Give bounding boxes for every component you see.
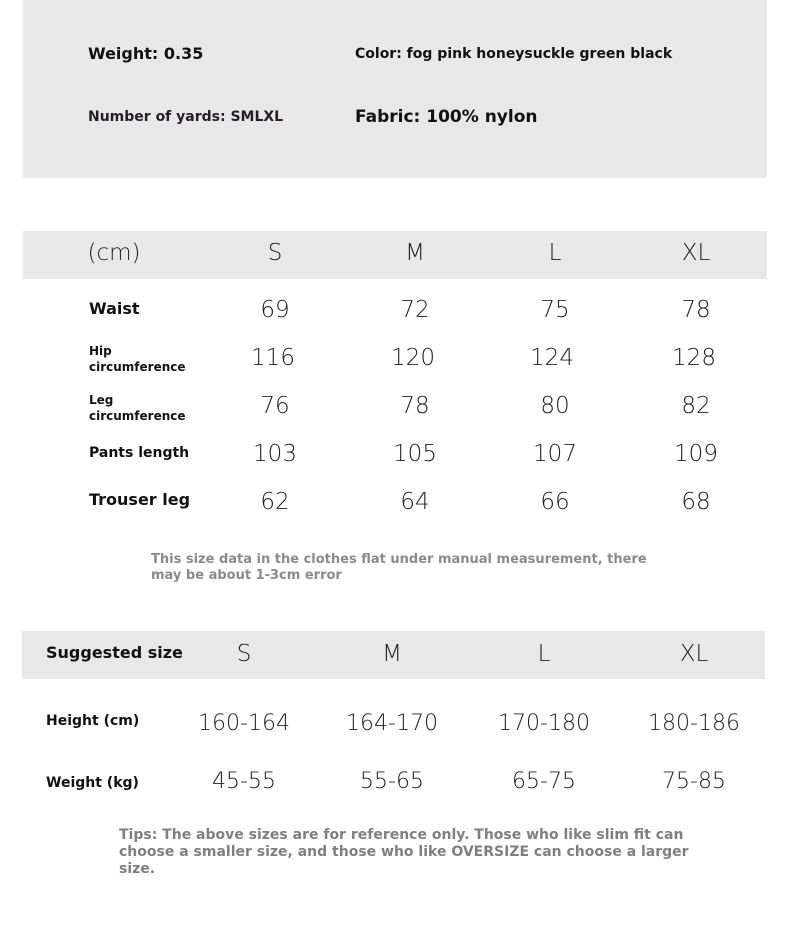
fabric-info: Fabric: 100% nylon (355, 107, 538, 127)
table-cell: 78 (681, 297, 711, 323)
row-label-trouser-leg: Trouser leg (89, 490, 191, 509)
suggest-size-header-xl: XL (679, 641, 709, 667)
table-cell: 180-186 (648, 711, 740, 736)
size-tips: Tips: The above sizes are for reference only. Those who like slim fit can choose a smaller size, and those who like OVERSIZE can choose a larger size. (119, 827, 689, 877)
table-cell: 124 (530, 345, 574, 371)
unit-header: (cm) (87, 240, 141, 266)
table-cell: 164-170 (346, 711, 438, 736)
row-label-line: circumference (89, 409, 186, 423)
table-cell: 75 (540, 297, 570, 323)
weight-info: Weight: 0.35 (88, 44, 204, 63)
table-cell: 170-180 (498, 711, 590, 736)
yards-info: Number of yards: SMLXL (88, 109, 284, 125)
row-label-waist: Waist (89, 299, 140, 318)
size-header-l: L (548, 240, 562, 266)
table-cell: 128 (672, 345, 716, 371)
table-cell: 69 (260, 297, 290, 323)
row-label-leg (89, 392, 186, 424)
table-cell: 82 (681, 393, 711, 419)
table-cell: 66 (540, 489, 570, 515)
table-cell: 65-75 (512, 769, 576, 794)
table-cell: 109 (674, 441, 718, 467)
suggested-size-header: Suggested size (46, 643, 183, 662)
product-info-panel (23, 0, 767, 178)
row-label-pants-length: Pants length (89, 445, 190, 461)
suggest-size-header-s: S (236, 641, 252, 667)
table-cell: 68 (681, 489, 711, 515)
table-cell: 105 (393, 441, 437, 467)
table-cell: 103 (253, 441, 297, 467)
table-cell: 78 (400, 393, 430, 419)
row-label-line: Leg (89, 393, 114, 407)
suggest-size-header-m: M (382, 641, 402, 667)
table-cell: 120 (391, 345, 435, 371)
color-info: Color: fog pink honeysuckle green black (355, 46, 673, 62)
table-cell: 76 (260, 393, 290, 419)
table-cell: 72 (400, 297, 430, 323)
row-label-weight: Weight (kg) (46, 775, 139, 791)
table-cell: 116 (251, 345, 295, 371)
row-label-hip (89, 343, 186, 375)
table-cell: 107 (533, 441, 577, 467)
size-header-m: M (405, 240, 425, 266)
size-header-xl: XL (681, 240, 711, 266)
suggest-size-header-l: L (537, 641, 551, 667)
measurement-note: This size data in the clothes flat under manual measurement, there may be about 1-3cm error (151, 552, 647, 583)
table-cell: 55-65 (360, 769, 424, 794)
size-header-s: S (267, 240, 283, 266)
table-cell: 45-55 (212, 769, 276, 794)
row-label-height: Height (cm) (46, 713, 140, 729)
table-cell: 75-85 (662, 769, 726, 794)
table-cell: 160-164 (198, 711, 290, 736)
table-cell: 62 (260, 489, 290, 515)
row-label-line: circumference (89, 360, 186, 374)
row-label-line: Hip (89, 344, 112, 358)
table-cell: 80 (540, 393, 570, 419)
table-cell: 64 (400, 489, 430, 515)
